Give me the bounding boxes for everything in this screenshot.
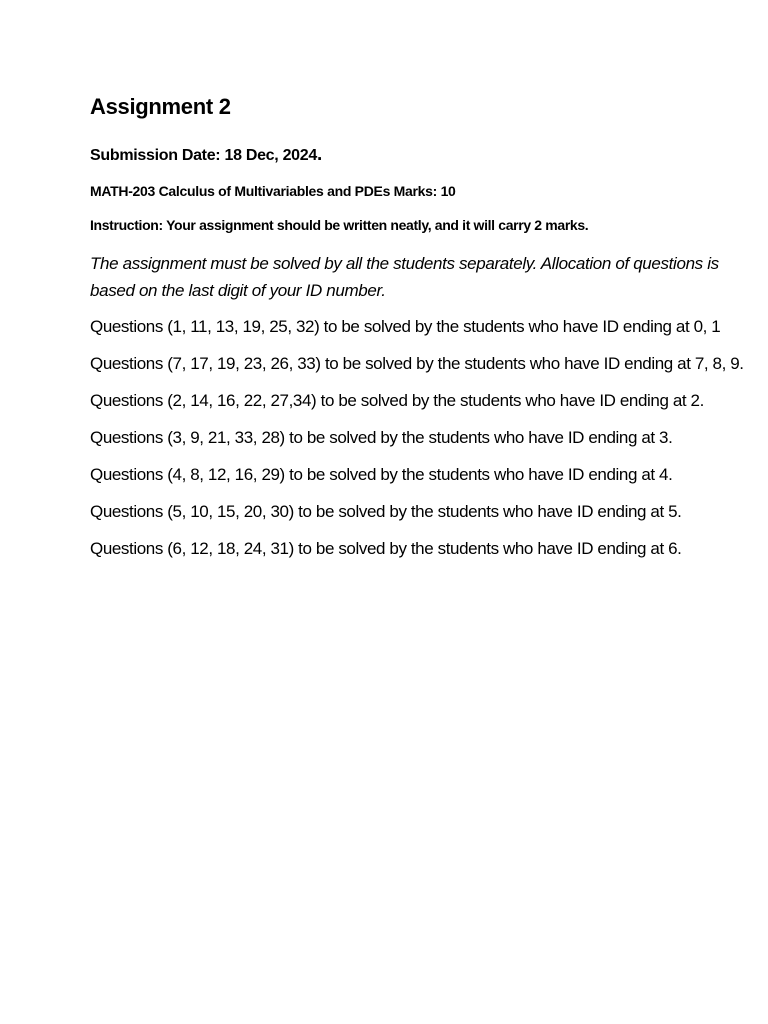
submission-date-text: Submission Date: 18 Dec, 2024 [90, 147, 317, 164]
question-allocation-item: Questions (7, 17, 19, 23, 26, 33) to be solved by the students who have ID ending at 7, 8, 9. [90, 354, 744, 373]
question-allocation-list [90, 313, 762, 572]
question-allocation-item: Questions (1, 11, 13, 19, 25, 32) to be solved by the students who have ID ending at 0, 1 [90, 317, 721, 336]
submission-date-period: . [316, 144, 322, 165]
question-allocation-item: Questions (4, 8, 12, 16, 29) to be solved by the students who have ID ending at 4. [90, 465, 673, 484]
instruction-text: Instruction: Your assignment should be written neatly, and it will carry 2 marks. [90, 217, 589, 233]
question-allocation-item: Questions (2, 14, 16, 22, 27,34) to be solved by the students who have ID ending at 2. [90, 391, 704, 410]
submission-date [90, 144, 322, 166]
allocation-note: The assignment must be solved by all the students separately. Allocation of questions is based on the last digit of your ID number. [90, 254, 719, 300]
course-info: MATH-203 Calculus of Multivariables and PDEs Marks: 10 [90, 183, 456, 199]
question-allocation-item: Questions (5, 10, 15, 20, 30) to be solved by the students who have ID ending at 5. [90, 502, 682, 521]
question-allocation-item: Questions (3, 9, 21, 33, 28) to be solved by the students who have ID ending at 3. [90, 428, 673, 447]
assignment-title: Assignment 2 [90, 94, 231, 119]
question-allocation-item: Questions (6, 12, 18, 24, 31) to be solved by the students who have ID ending at 6. [90, 539, 682, 558]
